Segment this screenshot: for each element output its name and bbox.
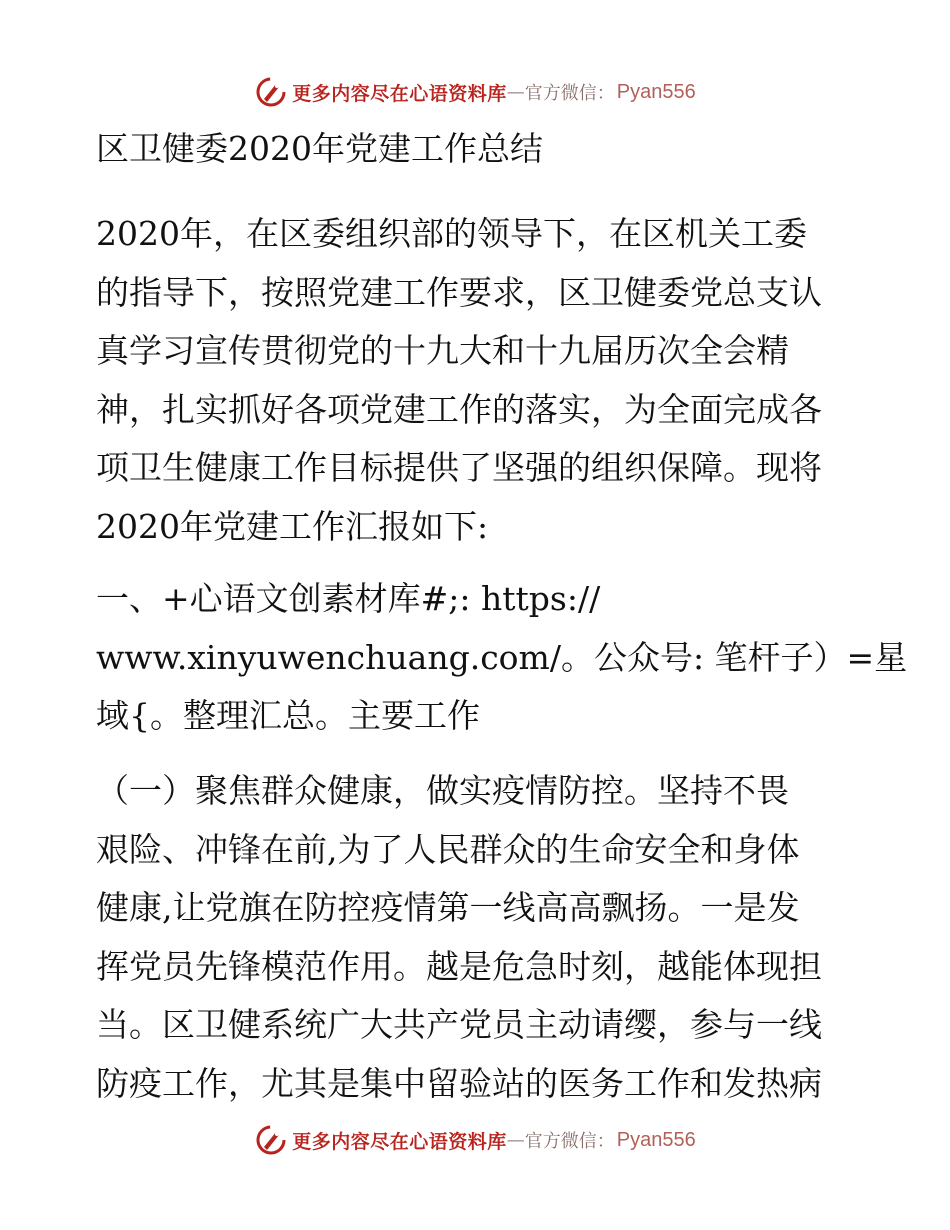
paragraph-line: 2020年，在区委组织部的领导下，在区机关工委 <box>96 214 807 253</box>
document-title <box>96 129 856 168</box>
watermark-brand-text: 更多内容尽在心语资料库 <box>292 82 507 105</box>
watermark-official-text: 官方微信： <box>524 83 615 104</box>
watermark-wechat-id: Pyan556 <box>616 1128 696 1151</box>
paragraph-line: （一）聚焦群众健康，做实疫情防控。坚持不畏 <box>96 771 789 810</box>
watermark-official-text: 官方微信： <box>524 1131 615 1152</box>
pen-nib-logo-icon <box>254 1123 288 1157</box>
paragraph-line: 艰险、冲锋在前,为了人民群众的生命安全和身体 <box>96 829 800 869</box>
watermark-brand-text: 更多内容尽在心语资料库 <box>292 1130 507 1153</box>
watermark-banner-bottom <box>0 1120 950 1160</box>
paragraph-line: 的指导下，按照党建工作要求，区卫健委党总支认 <box>96 272 822 312</box>
paragraph-line: 域{。整理汇总。主要工作 <box>96 696 480 735</box>
watermark-banner-top <box>0 72 950 112</box>
paragraph-line: 当。区卫健系统广大共产党员主动请缨，参与一线 <box>96 1005 822 1044</box>
paragraph-line: 2020年党建工作汇报如下: <box>96 506 489 546</box>
paragraph-line: 防疫工作，尤其是集中留验站的医务工作和发热病 <box>96 1063 822 1103</box>
paragraph-line: 真学习宣传贯彻党的十九大和十九届历次全会精 <box>96 331 789 370</box>
paragraph-line: 神，扎实抓好各项党建工作的落实，为全面完成各 <box>96 389 822 429</box>
watermark-wechat-id: Pyan556 <box>616 80 696 103</box>
paragraph-body <box>96 762 856 1113</box>
paragraph-line: 健康,让党旗在防控疫情第一线高高飘扬。一是发 <box>96 888 800 927</box>
watermark-separator: — <box>506 1129 525 1151</box>
paragraph-section-heading <box>96 570 908 746</box>
paragraph-line: 项卫生健康工作目标提供了坚强的组织保障。现将 <box>96 448 822 487</box>
watermark-separator: — <box>506 81 525 103</box>
paragraph-intro <box>96 205 856 556</box>
pen-nib-logo-icon <box>254 75 288 109</box>
paragraph-line: 一、+心语文创素材库#;: https:// <box>96 579 601 618</box>
paragraph-line: 挥党员先锋模范作用。越是危急时刻，越能体现担 <box>96 946 822 986</box>
title-text: 区卫健委2020年党建工作总结 <box>96 129 543 168</box>
paragraph-line: www.xinyuwenchuang.com/。公众号: 笔杆子）=星 <box>96 637 908 677</box>
